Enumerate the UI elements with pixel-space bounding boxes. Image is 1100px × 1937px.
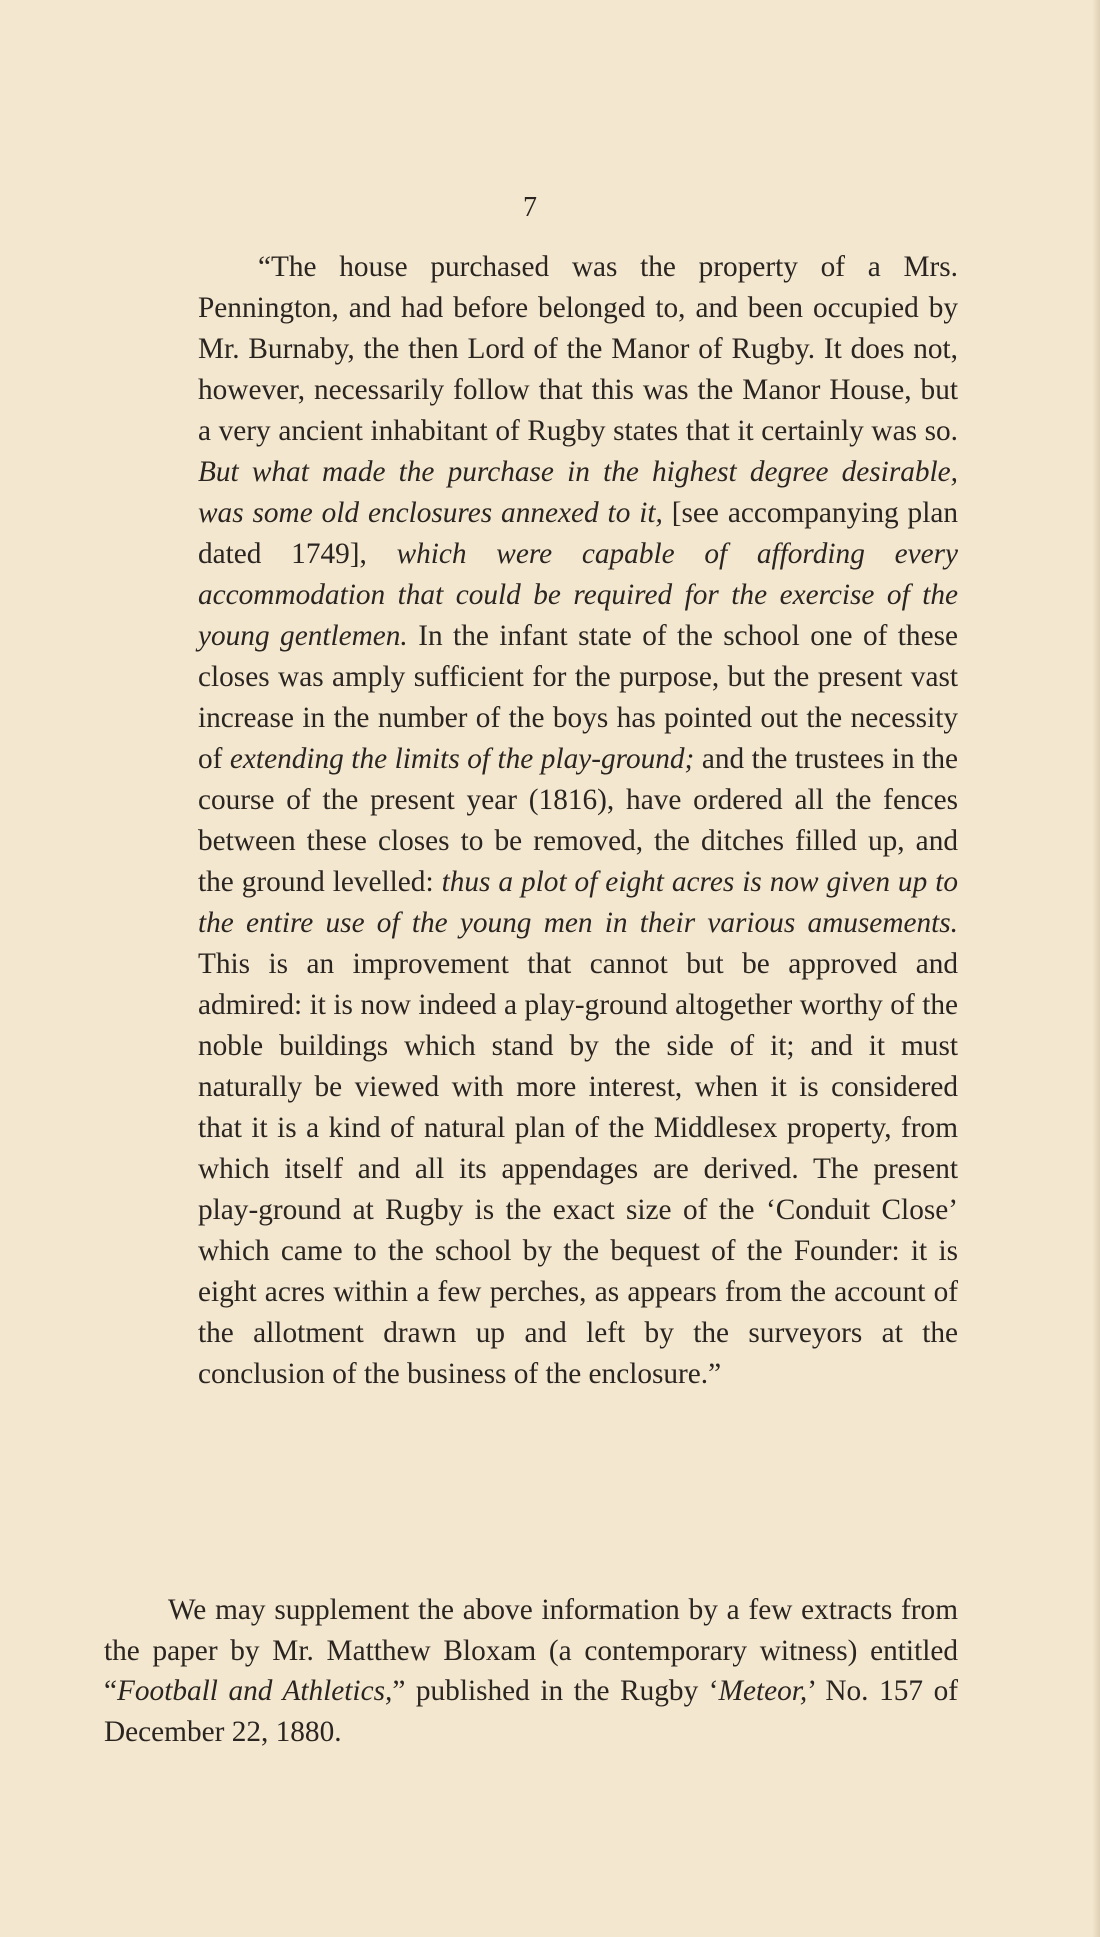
para-italic-title: Football and Athletics, <box>117 1675 393 1707</box>
quote-italic-3: extending the limits of the play-ground; <box>229 743 695 775</box>
para-italic-meteor: Meteor, <box>718 1675 808 1707</box>
quoted-passage <box>198 247 958 1395</box>
page-number: 7 <box>523 192 537 223</box>
quote-text-2: [see accompanying plan dated 1749], <box>198 497 958 570</box>
quote-italic-1: But what made the purchase in the highest degree desirable, was some old enclosures annexed to it, <box>198 456 958 529</box>
page-edge <box>1092 0 1100 1937</box>
quote-text-4: and the trustees in the course of the present year (1816), have ordered all the fences between these closes to be removed, the ditches filled up, and the ground levelled: <box>198 743 958 898</box>
para-text-3: ’ No. 157 of December 22, 1880. <box>104 1675 958 1748</box>
body-paragraph <box>104 1590 958 1752</box>
quote-italic-4: thus a plot of eight acres is now given up to the entire use of the young men in their various amusements. <box>198 866 958 939</box>
para-text-1: We may supplement the above information by a few extracts from the paper by Mr. Matthew Bloxam (a contemporary witness) entitled “ <box>104 1594 958 1707</box>
quote-text-3: In the infant state of the school one of these closes was amply sufficient for the purpose, but the present vast increase in the number of the boys has pointed out the necessity of <box>198 620 958 775</box>
quote-text-1: “The house purchased was the property of a Mrs. Pennington, and had before belonged to, and been occupied by Mr. Burnaby, the then Lord of the Manor of Rugby. It does not, however, necessarily follow that this was the Manor House, but a very ancient inhabitant of Rugby states that it certainly was so. <box>198 251 958 447</box>
quote-italic-2: which were capable of affording every accommodation that could be required for the exercise of the young gentlemen. <box>198 538 958 652</box>
quote-text-5: This is an improvement that cannot but be approved and admired: it is now indeed a play-ground altogether worthy of the noble buildings which stand by the side of it; and it must naturally be viewed with more interest, when it is considered that it is a kind of natural plan of the Middlesex property, from which itself and all its appendages are derived. The present play-ground at Rugby is the exact size of the ‘Conduit Close’ which came to the school by the bequest of the Founder: it is eight acres within a few perches, as appears from the account of the allotment drawn up and left by the surveyors at the conclusion of the business of the enclosure.” <box>198 948 958 1390</box>
para-text-2: ” published in the Rugby ‘ <box>392 1675 719 1707</box>
